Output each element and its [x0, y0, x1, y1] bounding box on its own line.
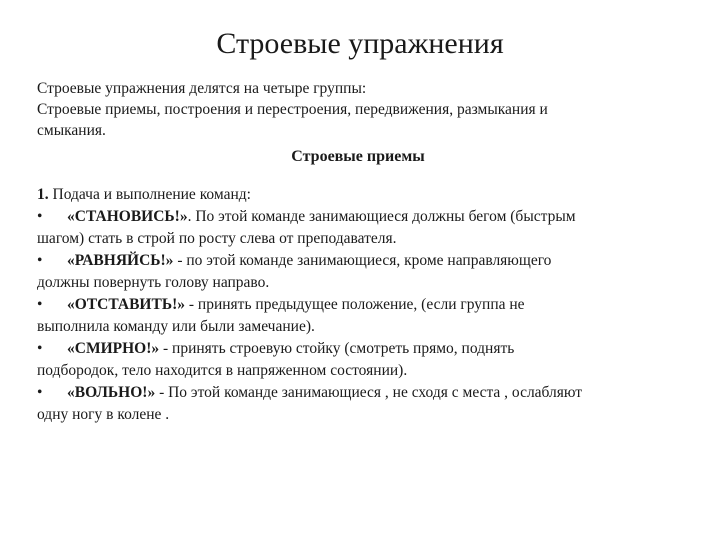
bullet-icon: • — [37, 252, 43, 269]
list-item — [37, 294, 697, 316]
command-text: - По этой команде занимающиеся , не сходя с места , ослабляют — [155, 384, 583, 401]
list-item-continuation: одну ногу в колене . — [37, 406, 170, 423]
list-item-continuation: должны повернуть голову направо. — [37, 274, 270, 291]
section-heading — [0, 146, 720, 168]
slide-title: Строевые упражнения — [216, 27, 504, 60]
list-item-continuation: шагом) стать в строй по росту слева от преподавателя. — [37, 230, 397, 247]
commands-list — [37, 184, 697, 426]
section-heading-text: Строевые приемы — [291, 148, 425, 165]
intro-line: Строевые упражнения делятся на четыре группы: — [37, 80, 367, 97]
bullet-icon: • — [37, 384, 43, 401]
list-item — [37, 206, 697, 228]
bullet-icon: • — [37, 208, 43, 225]
command-name: «ОТСТАВИТЬ!» — [67, 296, 185, 313]
list-heading — [37, 184, 697, 206]
command-name: «СТАНОВИСЬ!» — [67, 208, 188, 225]
list-heading-text: Подача и выполнение команд: — [48, 186, 251, 203]
command-name: «ВОЛЬНО!» — [67, 384, 156, 401]
intro-paragraph — [37, 78, 687, 141]
command-name: «РАВНЯЙСЬ!» — [67, 252, 174, 269]
list-item — [37, 338, 697, 360]
intro-line: смыкания. — [37, 122, 106, 139]
intro-line: Строевые приемы, построения и перестроения, передвижения, размыкания и — [37, 101, 548, 118]
list-item-continuation: выполнила команду или были замечание). — [37, 318, 315, 335]
command-text: . По этой команде занимающиеся должны бегом (быстрым — [187, 208, 576, 225]
list-number: 1. — [37, 186, 49, 203]
list-item — [37, 382, 697, 404]
command-text: - принять строевую стойку (смотреть прямо, поднять — [159, 340, 515, 357]
command-name: «СМИРНО!» — [67, 340, 160, 357]
command-text: - принять предыдущее положение, (если группа не — [185, 296, 525, 313]
bullet-icon: • — [37, 340, 43, 357]
command-text: - по этой команде занимающиеся, кроме направляющего — [173, 252, 552, 269]
bullet-icon: • — [37, 296, 43, 313]
list-item — [37, 250, 697, 272]
list-item-continuation: подбородок, тело находится в напряженном состоянии). — [37, 362, 408, 379]
